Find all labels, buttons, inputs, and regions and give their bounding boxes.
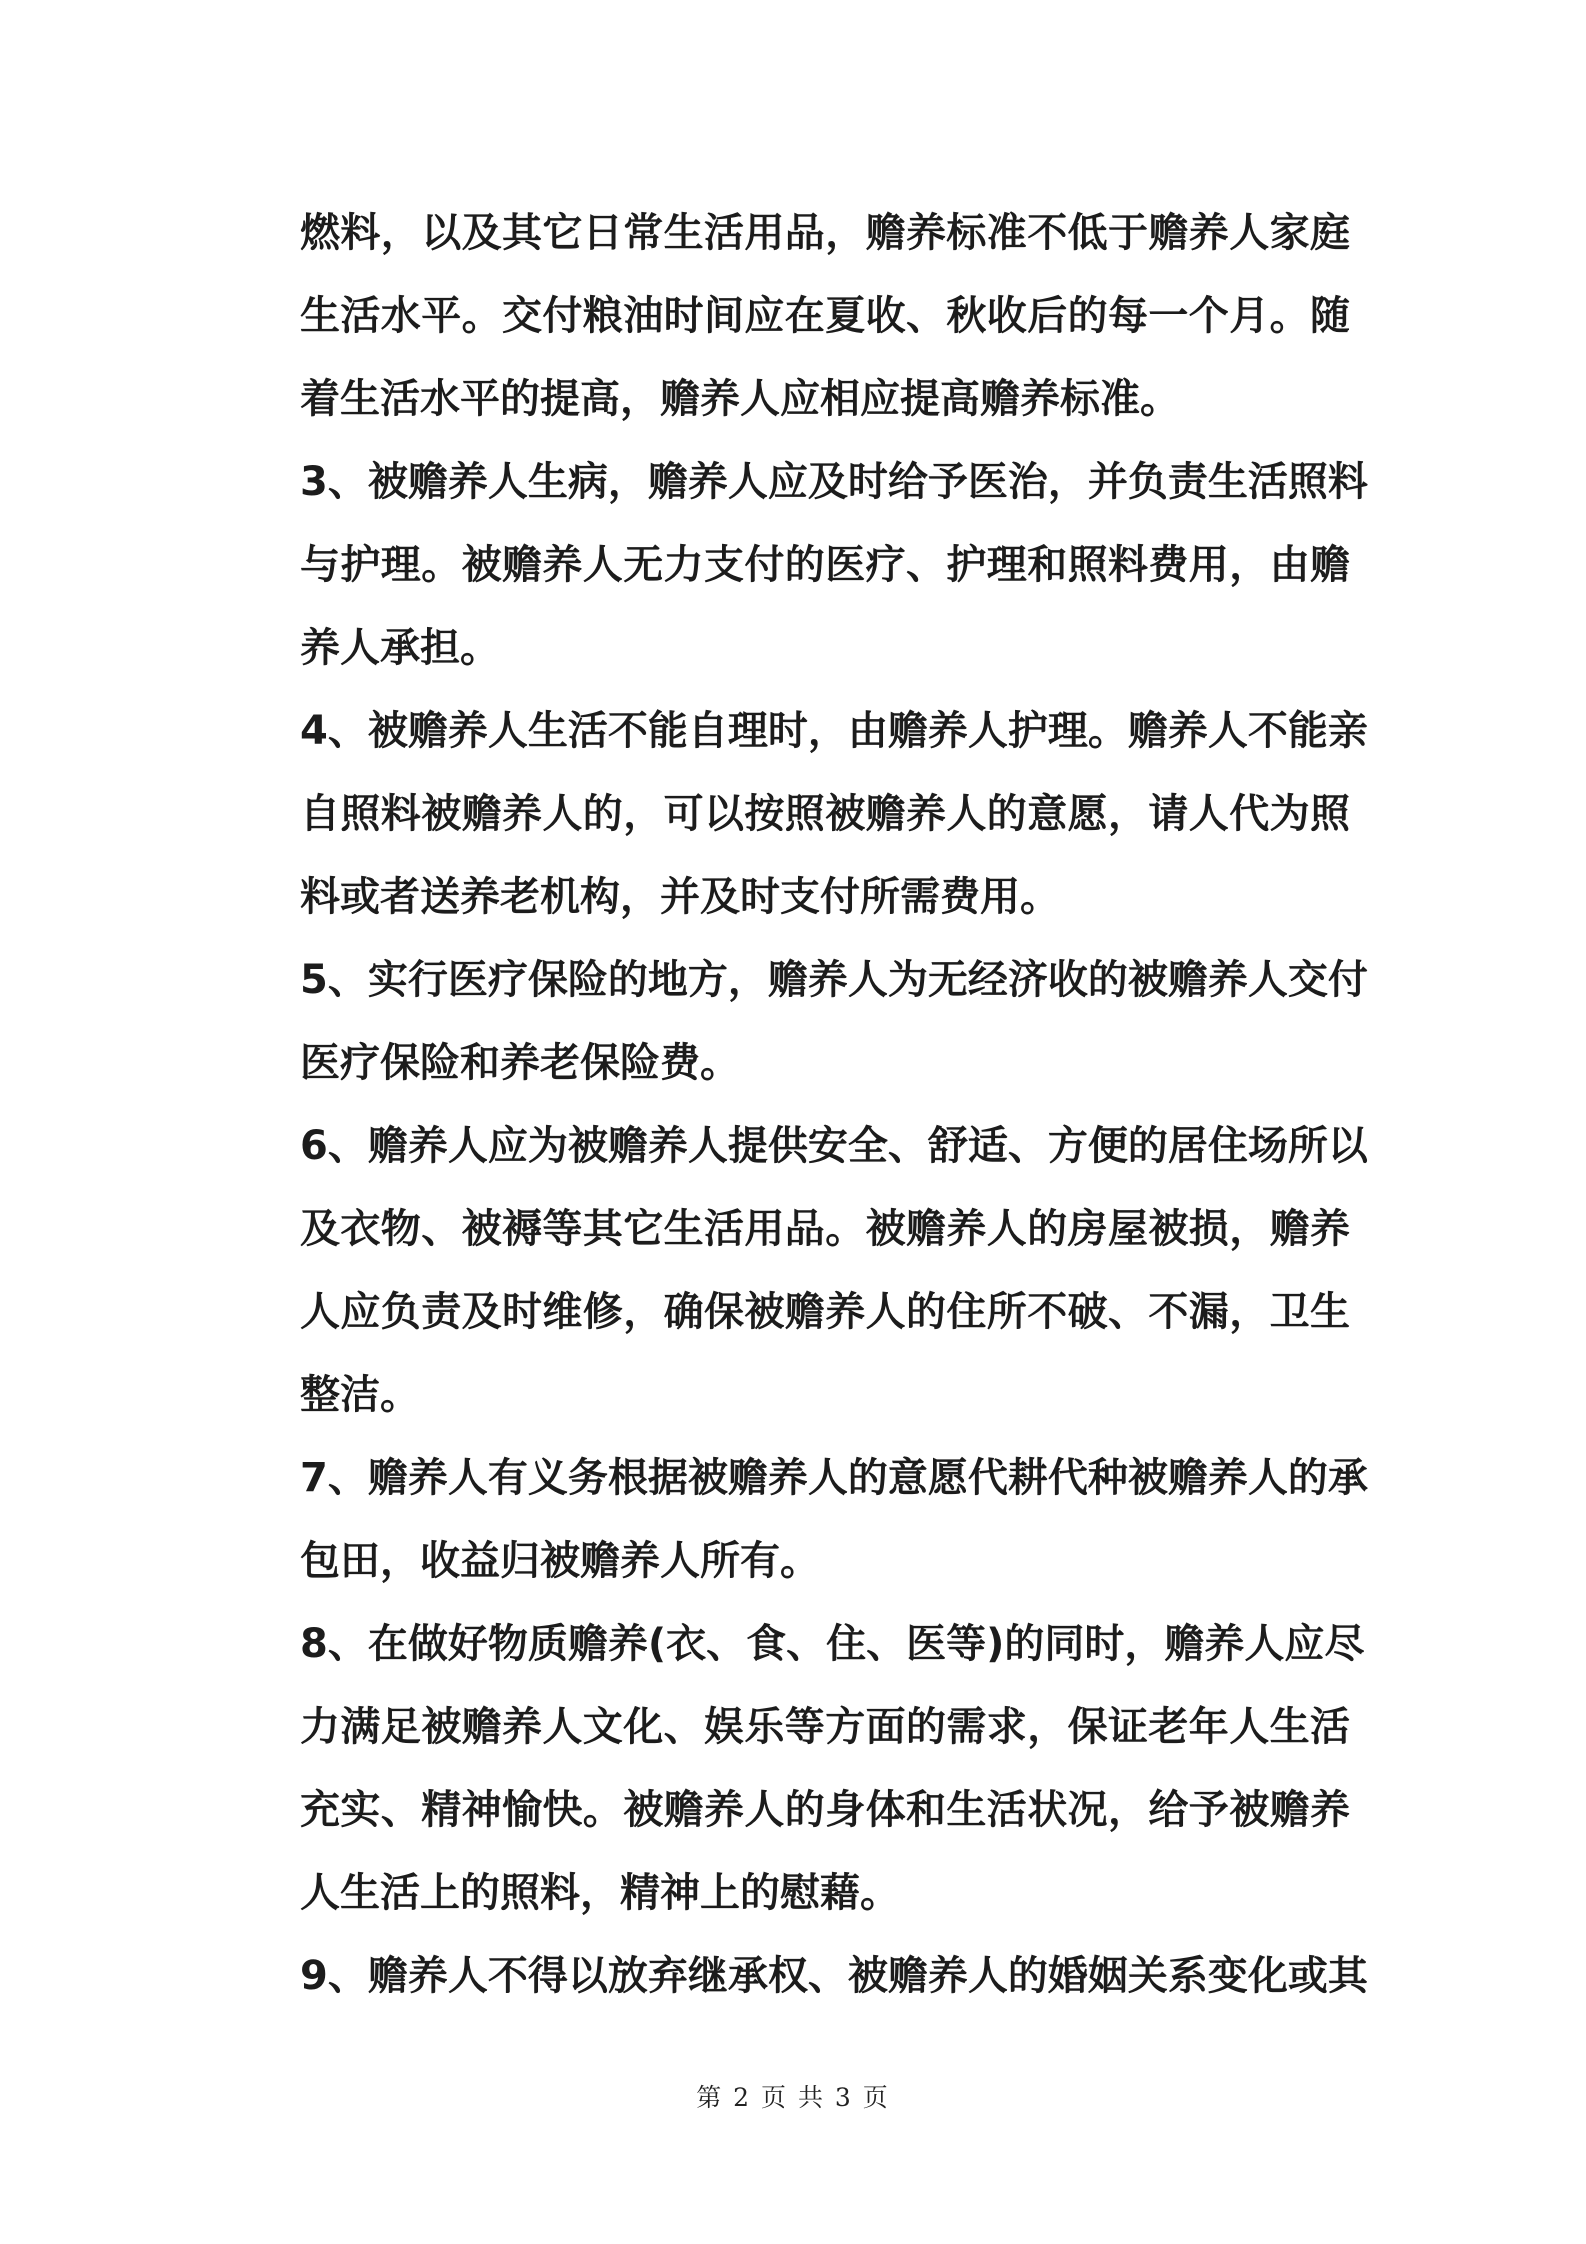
text-line: 4、被赡养人生活不能自理时，由赡养人护理。赡养人不能亲 — [300, 708, 1368, 754]
paragraph-item-7 — [300, 1437, 1368, 1603]
text-line: 燃料，以及其它日常生活用品，赡养标准不低于赡养人家庭 — [300, 210, 1350, 256]
text-line: 3、被赡养人生病，赡养人应及时给予医治，并负责生活照料 — [300, 459, 1368, 505]
paragraph-item-8 — [300, 1603, 1365, 1935]
page-number-label: 第 2 页 共 3 页 — [696, 2083, 890, 2112]
text-line: 充实、精神愉快。被赡养人的身体和生活状况，给予被赡养 — [300, 1787, 1350, 1833]
paragraph-item-9 — [300, 1935, 1368, 2018]
text-line: 及衣物、被褥等其它生活用品。被赡养人的房屋被损，赡养 — [300, 1206, 1350, 1252]
text-line: 6、赡养人应为被赡养人提供安全、舒适、方便的居住场所以 — [300, 1123, 1368, 1169]
paragraph-item-6 — [300, 1105, 1368, 1437]
text-line: 与护理。被赡养人无力支付的医疗、护理和照料费用，由赡 — [300, 542, 1350, 588]
text-line: 自照料被赡养人的，可以按照被赡养人的意愿，请人代为照 — [300, 791, 1350, 837]
paragraph-item-5 — [300, 939, 1368, 1105]
page-footer — [0, 2078, 1586, 2114]
document-body — [300, 192, 1368, 2018]
text-line: 料或者送养老机构，并及时支付所需费用。 — [300, 874, 1060, 920]
text-line: 人应负责及时维修，确保被赡养人的住所不破、不漏，卫生 — [300, 1289, 1350, 1335]
text-line: 医疗保险和养老保险费。 — [300, 1040, 740, 1086]
text-line: 整洁。 — [300, 1372, 420, 1418]
text-line: 人生活上的照料，精神上的慰藉。 — [300, 1870, 900, 1916]
text-line: 5、实行医疗保险的地方，赡养人为无经济收的被赡养人交付 — [300, 957, 1368, 1003]
text-line: 9、赡养人不得以放弃继承权、被赡养人的婚姻关系变化或其 — [300, 1953, 1368, 1999]
text-line: 生活水平。交付粮油时间应在夏收、秋收后的每一个月。随 — [300, 293, 1350, 339]
text-line: 7、赡养人有义务根据被赡养人的意愿代耕代种被赡养人的承 — [300, 1455, 1368, 1501]
text-line: 8、在做好物质赡养(衣、食、住、医等)的同时，赡养人应尽 — [300, 1621, 1365, 1667]
text-line: 养人承担。 — [300, 625, 500, 671]
paragraph-item-3 — [300, 441, 1368, 690]
text-line: 力满足被赡养人文化、娱乐等方面的需求，保证老年人生活 — [300, 1704, 1350, 1750]
paragraph-item-4 — [300, 690, 1368, 939]
text-line: 着生活水平的提高，赡养人应相应提高赡养标准。 — [300, 376, 1180, 422]
text-line: 包田，收益归被赡养人所有。 — [300, 1538, 820, 1584]
paragraph-1 — [300, 192, 1350, 441]
